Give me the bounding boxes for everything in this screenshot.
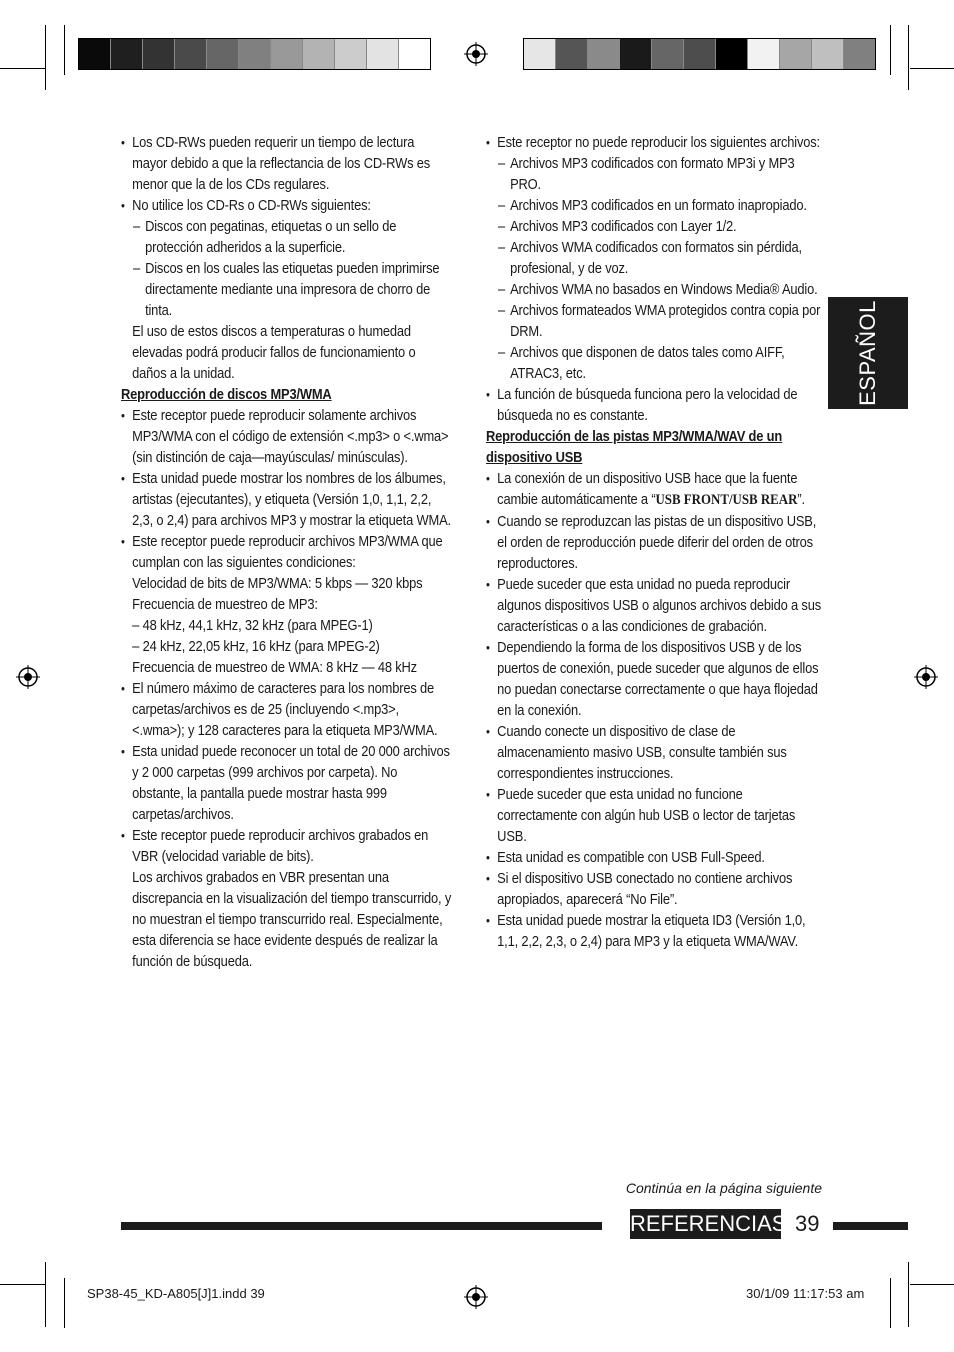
sub-list-item: – Archivos WMA codificados con formatos sin pérdida, profesional, y de voz. [486, 237, 821, 279]
sub-list-item: – Archivos que disponen de datos tales como AIFF, ATRAC3, etc. [486, 342, 821, 384]
color-swatch [588, 39, 620, 69]
color-swatch [844, 39, 875, 69]
color-swatch [143, 39, 175, 69]
registration-mark-icon [914, 665, 938, 689]
list-item: • Si el dispositivo USB conectado no contiene archivos apropiados, aparecerá “No File”. [486, 868, 821, 910]
color-swatch [303, 39, 335, 69]
right-column [486, 132, 821, 952]
list-item: • Este receptor puede reproducir archivos grabados en VBR (velocidad variable de bits). [121, 825, 452, 867]
registration-mark-icon [16, 665, 40, 689]
sub-list-item: – Archivos MP3 codificados con formato MP3i y MP3 PRO. [486, 153, 821, 195]
list-item-continuation: Los archivos grabados en VBR presentan una discrepancia en la visualización del tiempo transcurrido, y no muestran el tiempo transcurrido real. Especialmente, esta diferencia se hace evidente después de realizar la función de búsqueda. [132, 869, 452, 970]
color-swatch [524, 39, 556, 69]
color-swatch [79, 39, 111, 69]
color-swatch [271, 39, 303, 69]
list-item: • Dependiendo la forma de los dispositivos USB y de los puertos de conexión, puede suceder que algunos de ellos no puedan conectarse correctamente o que haya flojedad en la conexión. [486, 637, 821, 721]
page-number: 39 [795, 1211, 820, 1236]
list-item: • Este receptor puede reproducir archivos MP3/WMA que cumplan con las siguientes condiciones: [121, 531, 452, 573]
left-column [121, 132, 452, 972]
sub-list-item: – Discos con pegatinas, etiquetas o un sello de protección adheridos a la superficie. [121, 216, 452, 258]
registration-mark-icon [464, 42, 488, 66]
color-bar-right [523, 38, 876, 70]
list-item-continuation: Velocidad de bits de MP3/WMA: 5 kbps — 320 kbps [132, 575, 423, 592]
color-swatch [684, 39, 716, 69]
footer-bar-left [121, 1222, 602, 1230]
footer-bar-right [833, 1222, 908, 1230]
color-swatch [620, 39, 652, 69]
list-item: • La conexión de un dispositivo USB hace que la fuente cambie automáticamente a “USB FRONT/USB REAR”. [486, 468, 821, 511]
color-bar-left [78, 38, 431, 70]
list-item: • El número máximo de caracteres para los nombres de carpetas/archivos es de 25 (incluyendo <.mp3>, <.wma>); y 128 caracteres para la etiqueta MP3/WMA. [121, 678, 452, 741]
crop-mark [45, 25, 46, 90]
list-item: • Cuando conecte un dispositivo de clase de almacenamiento masivo USB, consulte también sus correspondientes instrucciones. [486, 721, 821, 784]
section-heading-usb: Reproducción de las pistas MP3/WMA/WAV de un dispositivo USB [486, 428, 783, 466]
crop-mark [890, 1278, 891, 1328]
crop-mark [64, 1278, 65, 1328]
sub-list-item: – Archivos MP3 codificados con Layer 1/2. [486, 216, 821, 237]
color-swatch [399, 39, 430, 69]
list-item: • Puede suceder que esta unidad no funcione correctamente con algún hub USB o lector de tarjetas USB. [486, 784, 821, 847]
list-item: • Los CD-RWs pueden requerir un tiempo de lectura mayor debido a que la reflectancia de los CD-RWs es menor que la de los CDs regulares. [121, 132, 452, 195]
list-item: • Esta unidad puede reconocer un total de 20 000 archivos y 2 000 carpetas (999 archivos por carpeta). No obstante, la pantalla puede mostrar hasta 999 carpetas/archivos. [121, 741, 452, 825]
section-label: REFERENCIAS [630, 1209, 781, 1239]
color-swatch [748, 39, 780, 69]
crop-mark [910, 1284, 954, 1285]
color-swatch [367, 39, 399, 69]
language-tab-label: ESPAÑOL [855, 300, 880, 406]
color-swatch [716, 39, 748, 69]
list-item: • Puede suceder que esta unidad no pueda reproducir algunos dispositivos USB o algunos archivos debido a sus características o a las condiciones de grabación. [486, 574, 821, 637]
crop-mark [908, 25, 909, 90]
list-item: • Esta unidad puede mostrar los nombres de los álbumes, artistas (ejecutantes), y etiqueta (Versión 1,0, 1,1, 2,2, 2,3, o 2,4) para archivos MP3 y mostrar la etiqueta WMA. [121, 468, 452, 531]
list-item: • Cuando se reproduzcan las pistas de un dispositivo USB, el orden de reproducción puede diferir del orden de otros reproductores. [486, 511, 821, 574]
color-swatch [111, 39, 143, 69]
sub-list-item: – Archivos formateados WMA protegidos contra copia por DRM. [486, 300, 821, 342]
sub-list-item: – Archivos MP3 codificados en un formato inapropiado. [486, 195, 821, 216]
crop-mark [0, 68, 45, 69]
list-item-continuation: Frecuencia de muestreo de WMA: 8 kHz — 48 kHz [132, 659, 417, 676]
section-heading-mp3-wma: Reproducción de discos MP3/WMA [121, 386, 332, 403]
crop-mark [45, 1262, 46, 1327]
color-swatch [335, 39, 367, 69]
color-swatch [556, 39, 588, 69]
sub-list-item: – Discos en los cuales las etiquetas pueden imprimirse directamente mediante una impresora de chorro de tinta. [121, 258, 452, 321]
color-swatch [812, 39, 844, 69]
crop-mark [908, 1262, 909, 1327]
slug-date: 30/1/09 11:17:53 am [746, 1286, 865, 1301]
slug-file: SP38-45_KD-A805[J]1.indd 39 [87, 1286, 265, 1301]
color-swatch [175, 39, 207, 69]
color-swatch [780, 39, 812, 69]
list-item: • La función de búsqueda funciona pero la velocidad de búsqueda no es constante. [486, 384, 821, 426]
crop-mark [890, 25, 891, 75]
list-item: • Este receptor puede reproducir solamente archivos MP3/WMA con el código de extensión <.mp3> o <.wma> (sin distinción de caja—mayúsculas/ minúsculas). [121, 405, 452, 468]
continue-note: Continúa en la página siguiente [625, 1180, 822, 1196]
crop-mark [0, 1284, 45, 1285]
list-item-continuation: Frecuencia de muestreo de MP3: [132, 596, 318, 613]
crop-mark [910, 68, 954, 69]
list-item: • No utilice los CD-Rs o CD-RWs siguientes: [121, 195, 452, 216]
list-item-continuation: El uso de estos discos a temperaturas o humedad elevadas podrá producir fallos de funcionamiento o daños a la unidad. [132, 323, 416, 382]
color-swatch [207, 39, 239, 69]
list-item-continuation: – 48 kHz, 44,1 kHz, 32 kHz (para MPEG-1) [132, 617, 373, 634]
list-item: • Esta unidad es compatible con USB Full-Speed. [486, 847, 821, 868]
color-swatch [652, 39, 684, 69]
list-item: • Este receptor no puede reproducir los siguientes archivos: [486, 132, 821, 153]
list-item-continuation: – 24 kHz, 22,05 kHz, 16 kHz (para MPEG-2) [132, 638, 380, 655]
registration-mark-icon [464, 1285, 488, 1309]
list-item: • Esta unidad puede mostrar la etiqueta ID3 (Versión 1,0, 1,1, 2,2, 2,3, o 2,4) para MP3 y la etiqueta WMA/WAV. [486, 910, 821, 952]
sub-list-item: – Archivos WMA no basados en Windows Media® Audio. [486, 279, 821, 300]
source-name: USB FRONT/USB REAR [655, 492, 798, 508]
color-swatch [239, 39, 271, 69]
crop-mark [64, 25, 65, 75]
language-tab [828, 297, 908, 409]
